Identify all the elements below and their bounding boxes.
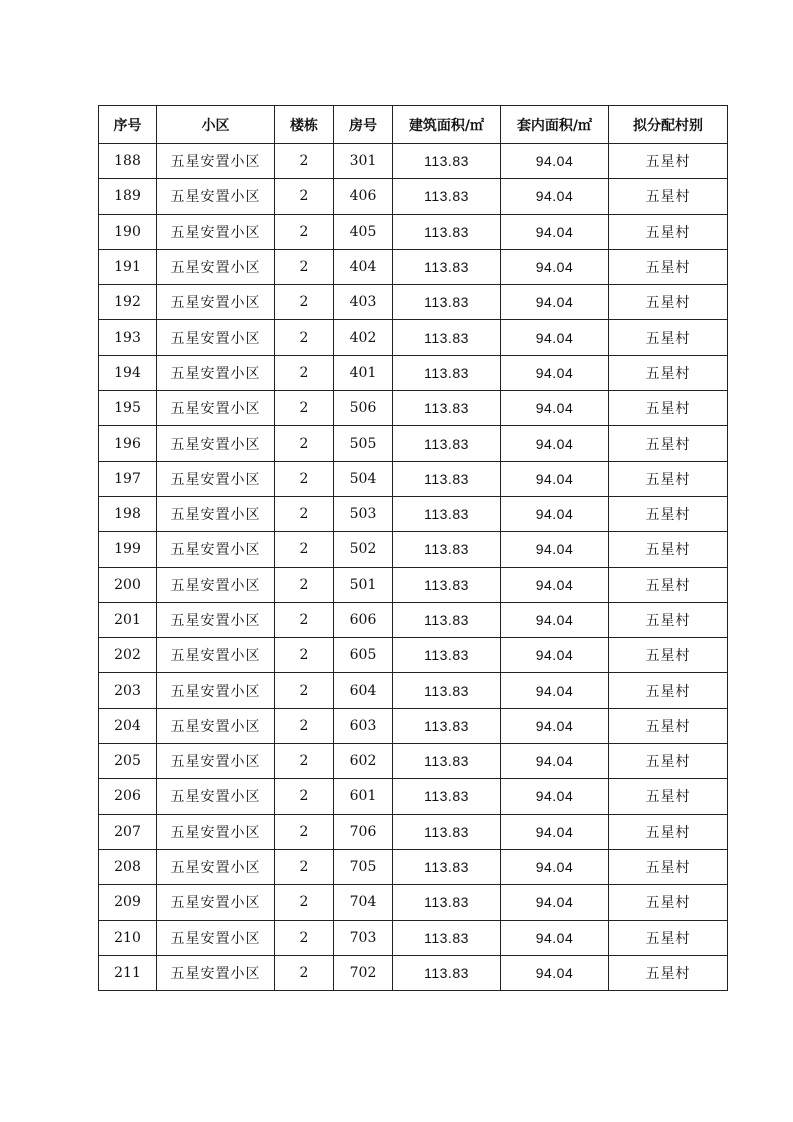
- table-row: [99, 920, 728, 955]
- cell-room-number: 403: [334, 285, 393, 320]
- cell-serial-number: 204: [99, 708, 157, 743]
- cell-inner-area: 94.04: [501, 214, 609, 249]
- table-row: [99, 849, 728, 884]
- cell-assigned-village: 五星村: [609, 532, 728, 567]
- cell-building-area: 113.83: [393, 955, 501, 990]
- cell-assigned-village: 五星村: [609, 320, 728, 355]
- cell-serial-number: 208: [99, 849, 157, 884]
- cell-assigned-village: 五星村: [609, 179, 728, 214]
- cell-inner-area: 94.04: [501, 920, 609, 955]
- cell-building-area: 113.83: [393, 461, 501, 496]
- cell-building-area: 113.83: [393, 744, 501, 779]
- header-community: 小区: [157, 106, 275, 144]
- header-building: 楼栋: [275, 106, 334, 144]
- cell-building: 2: [275, 391, 334, 426]
- cell-building-area: 113.83: [393, 638, 501, 673]
- cell-serial-number: 199: [99, 532, 157, 567]
- table-row: [99, 814, 728, 849]
- cell-serial-number: 198: [99, 496, 157, 531]
- cell-inner-area: 94.04: [501, 179, 609, 214]
- cell-inner-area: 94.04: [501, 461, 609, 496]
- cell-community: 五星安置小区: [157, 461, 275, 496]
- cell-building: 2: [275, 638, 334, 673]
- cell-serial-number: 201: [99, 602, 157, 637]
- cell-room-number: 504: [334, 461, 393, 496]
- cell-assigned-village: 五星村: [609, 885, 728, 920]
- cell-inner-area: 94.04: [501, 355, 609, 390]
- table-row: [99, 955, 728, 990]
- cell-building-area: 113.83: [393, 885, 501, 920]
- cell-community: 五星安置小区: [157, 849, 275, 884]
- cell-building-area: 113.83: [393, 391, 501, 426]
- table-row: [99, 285, 728, 320]
- table-row: [99, 744, 728, 779]
- cell-room-number: 605: [334, 638, 393, 673]
- cell-serial-number: 207: [99, 814, 157, 849]
- cell-serial-number: 194: [99, 355, 157, 390]
- cell-building-area: 113.83: [393, 779, 501, 814]
- cell-community: 五星安置小区: [157, 426, 275, 461]
- cell-inner-area: 94.04: [501, 532, 609, 567]
- cell-community: 五星安置小区: [157, 779, 275, 814]
- cell-community: 五星安置小区: [157, 955, 275, 990]
- cell-assigned-village: 五星村: [609, 144, 728, 179]
- cell-assigned-village: 五星村: [609, 673, 728, 708]
- cell-room-number: 502: [334, 532, 393, 567]
- cell-room-number: 704: [334, 885, 393, 920]
- cell-building: 2: [275, 779, 334, 814]
- cell-assigned-village: 五星村: [609, 214, 728, 249]
- cell-serial-number: 211: [99, 955, 157, 990]
- cell-assigned-village: 五星村: [609, 708, 728, 743]
- cell-room-number: 603: [334, 708, 393, 743]
- cell-building: 2: [275, 355, 334, 390]
- cell-community: 五星安置小区: [157, 144, 275, 179]
- cell-serial-number: 205: [99, 744, 157, 779]
- cell-inner-area: 94.04: [501, 496, 609, 531]
- table-row: [99, 320, 728, 355]
- cell-building: 2: [275, 320, 334, 355]
- cell-inner-area: 94.04: [501, 602, 609, 637]
- cell-inner-area: 94.04: [501, 885, 609, 920]
- cell-room-number: 505: [334, 426, 393, 461]
- cell-assigned-village: 五星村: [609, 249, 728, 284]
- cell-serial-number: 196: [99, 426, 157, 461]
- cell-community: 五星安置小区: [157, 673, 275, 708]
- cell-room-number: 602: [334, 744, 393, 779]
- cell-community: 五星安置小区: [157, 320, 275, 355]
- cell-assigned-village: 五星村: [609, 638, 728, 673]
- cell-community: 五星安置小区: [157, 532, 275, 567]
- cell-community: 五星安置小区: [157, 744, 275, 779]
- header-assigned-village: 拟分配村别: [609, 106, 728, 144]
- cell-room-number: 406: [334, 179, 393, 214]
- cell-building: 2: [275, 496, 334, 531]
- cell-serial-number: 200: [99, 567, 157, 602]
- cell-building-area: 113.83: [393, 532, 501, 567]
- cell-community: 五星安置小区: [157, 920, 275, 955]
- table-row: [99, 461, 728, 496]
- cell-community: 五星安置小区: [157, 496, 275, 531]
- cell-community: 五星安置小区: [157, 567, 275, 602]
- cell-community: 五星安置小区: [157, 708, 275, 743]
- cell-room-number: 705: [334, 849, 393, 884]
- cell-room-number: 604: [334, 673, 393, 708]
- cell-inner-area: 94.04: [501, 814, 609, 849]
- cell-community: 五星安置小区: [157, 638, 275, 673]
- cell-assigned-village: 五星村: [609, 567, 728, 602]
- cell-serial-number: 203: [99, 673, 157, 708]
- cell-room-number: 404: [334, 249, 393, 284]
- cell-building-area: 113.83: [393, 144, 501, 179]
- cell-building: 2: [275, 885, 334, 920]
- cell-building-area: 113.83: [393, 920, 501, 955]
- cell-assigned-village: 五星村: [609, 955, 728, 990]
- cell-building-area: 113.83: [393, 673, 501, 708]
- cell-assigned-village: 五星村: [609, 426, 728, 461]
- table-row: [99, 602, 728, 637]
- cell-building-area: 113.83: [393, 249, 501, 284]
- table-row: [99, 496, 728, 531]
- cell-inner-area: 94.04: [501, 849, 609, 884]
- table-header-row: [99, 106, 728, 144]
- cell-building-area: 113.83: [393, 814, 501, 849]
- cell-community: 五星安置小区: [157, 179, 275, 214]
- cell-room-number: 703: [334, 920, 393, 955]
- cell-room-number: 401: [334, 355, 393, 390]
- cell-building: 2: [275, 532, 334, 567]
- cell-room-number: 606: [334, 602, 393, 637]
- cell-building-area: 113.83: [393, 426, 501, 461]
- cell-serial-number: 190: [99, 214, 157, 249]
- cell-inner-area: 94.04: [501, 567, 609, 602]
- header-building-area: 建筑面积/㎡: [393, 106, 501, 144]
- cell-serial-number: 209: [99, 885, 157, 920]
- cell-community: 五星安置小区: [157, 391, 275, 426]
- cell-assigned-village: 五星村: [609, 920, 728, 955]
- table-row: [99, 214, 728, 249]
- cell-serial-number: 210: [99, 920, 157, 955]
- cell-building: 2: [275, 673, 334, 708]
- table-row: [99, 532, 728, 567]
- cell-community: 五星安置小区: [157, 814, 275, 849]
- housing-allocation-table: [98, 105, 728, 991]
- cell-building: 2: [275, 849, 334, 884]
- cell-serial-number: 197: [99, 461, 157, 496]
- cell-building: 2: [275, 461, 334, 496]
- cell-building-area: 113.83: [393, 602, 501, 637]
- cell-serial-number: 189: [99, 179, 157, 214]
- cell-building-area: 113.83: [393, 849, 501, 884]
- cell-inner-area: 94.04: [501, 391, 609, 426]
- cell-serial-number: 202: [99, 638, 157, 673]
- cell-room-number: 405: [334, 214, 393, 249]
- table-row: [99, 567, 728, 602]
- cell-serial-number: 192: [99, 285, 157, 320]
- cell-assigned-village: 五星村: [609, 391, 728, 426]
- cell-building-area: 113.83: [393, 214, 501, 249]
- table-row: [99, 638, 728, 673]
- cell-assigned-village: 五星村: [609, 602, 728, 637]
- header-serial-number: 序号: [99, 106, 157, 144]
- cell-building: 2: [275, 214, 334, 249]
- cell-inner-area: 94.04: [501, 426, 609, 461]
- header-room-number: 房号: [334, 106, 393, 144]
- cell-room-number: 702: [334, 955, 393, 990]
- cell-community: 五星安置小区: [157, 285, 275, 320]
- cell-room-number: 601: [334, 779, 393, 814]
- cell-building-area: 113.83: [393, 496, 501, 531]
- cell-room-number: 506: [334, 391, 393, 426]
- cell-serial-number: 206: [99, 779, 157, 814]
- cell-inner-area: 94.04: [501, 779, 609, 814]
- table-row: [99, 708, 728, 743]
- cell-building: 2: [275, 426, 334, 461]
- cell-room-number: 503: [334, 496, 393, 531]
- table-row: [99, 249, 728, 284]
- cell-building-area: 113.83: [393, 567, 501, 602]
- cell-building-area: 113.83: [393, 285, 501, 320]
- cell-building: 2: [275, 744, 334, 779]
- cell-assigned-village: 五星村: [609, 744, 728, 779]
- table-row: [99, 179, 728, 214]
- cell-inner-area: 94.04: [501, 320, 609, 355]
- cell-community: 五星安置小区: [157, 885, 275, 920]
- cell-serial-number: 191: [99, 249, 157, 284]
- cell-building: 2: [275, 920, 334, 955]
- table-row: [99, 779, 728, 814]
- cell-building: 2: [275, 285, 334, 320]
- cell-community: 五星安置小区: [157, 214, 275, 249]
- cell-inner-area: 94.04: [501, 955, 609, 990]
- table-row: [99, 426, 728, 461]
- cell-inner-area: 94.04: [501, 249, 609, 284]
- cell-inner-area: 94.04: [501, 744, 609, 779]
- cell-serial-number: 195: [99, 391, 157, 426]
- table-row: [99, 885, 728, 920]
- cell-assigned-village: 五星村: [609, 849, 728, 884]
- cell-building: 2: [275, 567, 334, 602]
- cell-building: 2: [275, 708, 334, 743]
- cell-building-area: 113.83: [393, 320, 501, 355]
- table-row: [99, 391, 728, 426]
- cell-assigned-village: 五星村: [609, 814, 728, 849]
- cell-inner-area: 94.04: [501, 285, 609, 320]
- cell-building: 2: [275, 249, 334, 284]
- cell-building-area: 113.83: [393, 179, 501, 214]
- cell-building: 2: [275, 179, 334, 214]
- cell-building: 2: [275, 814, 334, 849]
- cell-community: 五星安置小区: [157, 355, 275, 390]
- cell-building-area: 113.83: [393, 708, 501, 743]
- cell-assigned-village: 五星村: [609, 355, 728, 390]
- cell-inner-area: 94.04: [501, 708, 609, 743]
- cell-inner-area: 94.04: [501, 673, 609, 708]
- cell-assigned-village: 五星村: [609, 285, 728, 320]
- cell-room-number: 706: [334, 814, 393, 849]
- cell-building: 2: [275, 955, 334, 990]
- cell-community: 五星安置小区: [157, 249, 275, 284]
- cell-building: 2: [275, 602, 334, 637]
- cell-inner-area: 94.04: [501, 144, 609, 179]
- cell-inner-area: 94.04: [501, 638, 609, 673]
- cell-serial-number: 193: [99, 320, 157, 355]
- cell-room-number: 501: [334, 567, 393, 602]
- cell-building: 2: [275, 144, 334, 179]
- cell-assigned-village: 五星村: [609, 461, 728, 496]
- cell-room-number: 402: [334, 320, 393, 355]
- table-row: [99, 355, 728, 390]
- header-inner-area: 套内面积/㎡: [501, 106, 609, 144]
- cell-assigned-village: 五星村: [609, 779, 728, 814]
- table-row: [99, 144, 728, 179]
- cell-community: 五星安置小区: [157, 602, 275, 637]
- table-row: [99, 673, 728, 708]
- cell-building-area: 113.83: [393, 355, 501, 390]
- cell-serial-number: 188: [99, 144, 157, 179]
- cell-assigned-village: 五星村: [609, 496, 728, 531]
- cell-room-number: 301: [334, 144, 393, 179]
